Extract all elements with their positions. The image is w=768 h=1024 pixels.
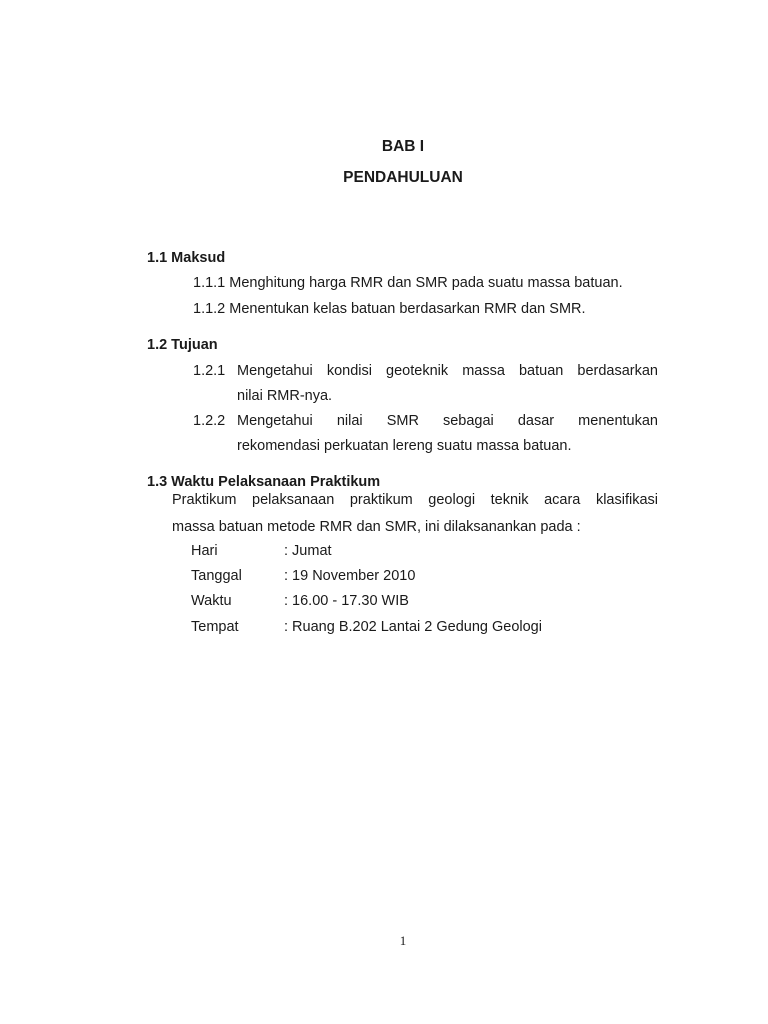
list-item-text-continued: rekomendasi perkuatan lereng suatu massa batuan. <box>237 438 572 454</box>
page-number: 1 <box>399 933 407 948</box>
schedule-value-tempat: : Ruang B.202 Lantai 2 Gedung Geologi <box>284 619 542 635</box>
list-item-text: Mengetahui nilai SMR sebagai dasar menentukan <box>237 413 658 429</box>
list-item: 1.1.1 Menghitung harga RMR dan SMR pada suatu massa batuan. <box>193 275 623 291</box>
schedule-label-hari: Hari <box>191 543 218 559</box>
schedule-value-tanggal: : 19 November 2010 <box>284 568 416 584</box>
list-item: 1.1.2 Menentukan kelas batuan berdasarkan RMR dan SMR. <box>193 301 586 317</box>
schedule-value-hari: : Jumat <box>284 543 332 559</box>
list-item-number: 1.2.2 <box>193 413 226 429</box>
list-item-number: 1.2.1 <box>193 363 226 379</box>
schedule-value-waktu: : 16.00 - 17.30 WIB <box>284 593 409 609</box>
chapter-title: PENDAHULUAN <box>343 169 463 186</box>
section-heading-tujuan: 1.2 Tujuan <box>147 337 218 353</box>
paragraph-line: Praktikum pelaksanaan praktikum geologi teknik acara klasifikasi <box>172 492 658 508</box>
list-item-text: Mengetahui kondisi geoteknik massa batuan berdasarkan <box>237 363 658 379</box>
list-item-text-continued: nilai RMR-nya. <box>237 388 333 404</box>
paragraph-line: massa batuan metode RMR dan SMR, ini dilaksanankan pada : <box>172 519 581 535</box>
section-heading-maksud: 1.1 Maksud <box>147 250 226 266</box>
schedule-label-tanggal: Tanggal <box>191 568 242 584</box>
chapter-label: BAB I <box>381 138 425 155</box>
schedule-label-waktu: Waktu <box>191 593 232 609</box>
schedule-label-tempat: Tempat <box>191 619 239 635</box>
section-heading-waktu: 1.3 Waktu Pelaksanaan Praktikum <box>147 474 381 490</box>
